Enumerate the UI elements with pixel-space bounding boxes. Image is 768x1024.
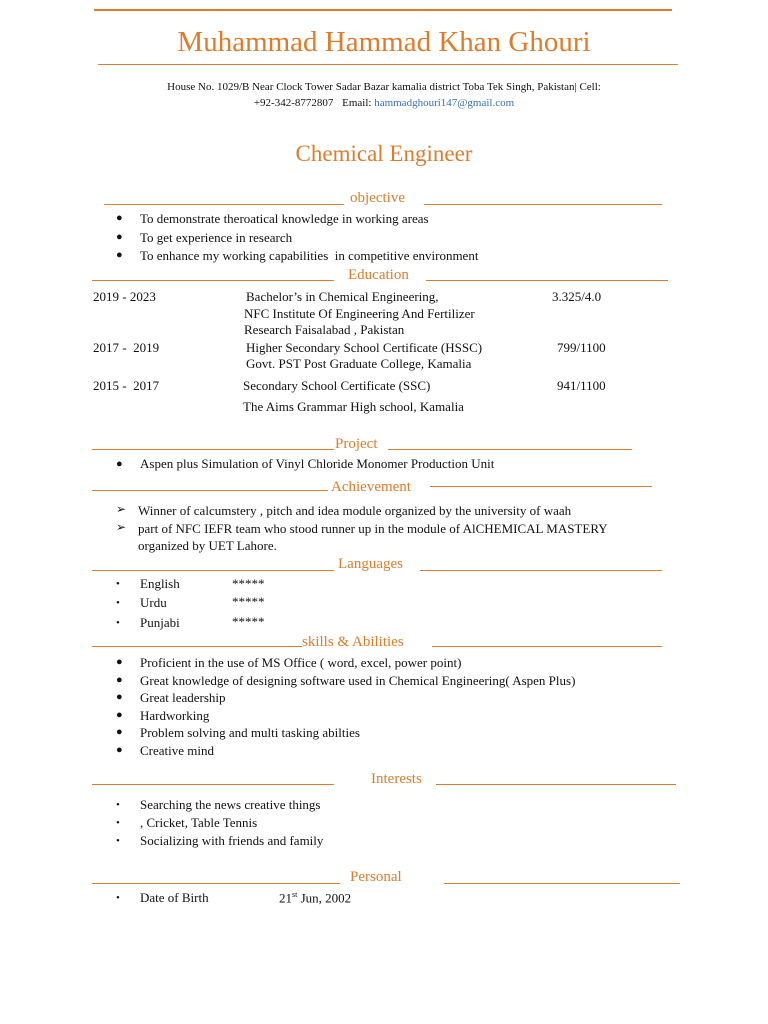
education-institute: The Aims Grammar High school, Kamalia — [243, 399, 464, 414]
education-degree: Secondary School Certificate (SSC) — [243, 378, 431, 393]
education-years: 2017 - 2019 — [93, 340, 160, 355]
objective-item: To enhance my working capabilities in competitive environment — [140, 248, 479, 263]
arrow-bullet-icon: ➢ — [116, 520, 127, 534]
achievement-item-continued: organized by UET Lahore. — [138, 538, 277, 553]
bullet-icon: • — [116, 578, 120, 590]
applicant-name: Muhammad Hammad Khan Ghouri — [177, 26, 591, 58]
section-languages: Languages — [338, 556, 403, 572]
section-achievement: Achievement — [331, 479, 411, 495]
dob-rest: Jun, 2002 — [297, 890, 352, 906]
bullet-icon: ● — [116, 709, 123, 721]
bullet-icon: ● — [116, 249, 123, 261]
language-rating: ***** — [232, 594, 265, 609]
skill-item: Great knowledge of designing software used in Chemical Engineering( Aspen Plus) — [140, 673, 576, 688]
bullet-icon: • — [116, 892, 120, 904]
education-institute: Govt. PST Post Graduate College, Kamalia — [246, 356, 472, 371]
interests-rule-left — [92, 784, 334, 785]
job-title: Chemical Engineer — [295, 141, 473, 166]
bullet-icon: ● — [116, 674, 123, 686]
languages-rule-left — [92, 570, 334, 571]
interest-item: , Cricket, Table Tennis — [140, 815, 258, 830]
education-degree: Bachelor’s in Chemical Engineering, — [246, 289, 439, 304]
section-objective: objective — [350, 190, 405, 206]
section-personal: Personal — [350, 869, 402, 885]
objective-item: To demonstrate theroatical knowledge in working areas — [140, 211, 429, 226]
education-years: 2019 - 2023 — [93, 289, 156, 304]
section-project: Project — [335, 436, 378, 452]
bullet-icon: • — [116, 817, 120, 829]
objective-rule-left — [104, 204, 344, 205]
education-grade: 941/1100 — [557, 378, 606, 393]
skill-item: Great leadership — [140, 690, 226, 705]
bullet-icon: ● — [116, 691, 123, 703]
achievement-rule-right — [430, 486, 652, 487]
languages-rule-right — [420, 570, 662, 571]
education-degree: Higher Secondary School Certificate (HSSC) — [246, 340, 483, 355]
dob-value — [279, 890, 351, 906]
skills-rule-right — [432, 646, 662, 647]
email-label: Email: — [342, 97, 372, 109]
contact-line — [0, 97, 768, 109]
bullet-icon: ● — [116, 726, 123, 738]
project-item: Aspen plus Simulation of Vinyl Chloride Monomer Production Unit — [140, 456, 495, 471]
language-name: Urdu — [140, 595, 167, 610]
personal-rule-left — [92, 883, 340, 884]
bullet-icon: ● — [116, 744, 123, 756]
achievement-item: part of NFC IEFR team who stood runner up in the module of AlCHEMICAL MASTERY — [138, 521, 608, 536]
achievement-rule-left — [92, 490, 328, 491]
section-interests: Interests — [371, 771, 422, 787]
dob-suffix: st — [292, 890, 298, 899]
education-grade: 799/1100 — [557, 340, 606, 355]
language-name: Punjabi — [140, 615, 180, 630]
phone: +92-342-8772807 — [253, 97, 334, 109]
section-education: Education — [348, 267, 409, 283]
education-institute: Research Faisalabad , Pakistan — [244, 322, 405, 337]
language-rating: ***** — [232, 614, 265, 629]
top-rule — [94, 9, 672, 11]
bullet-icon: • — [116, 597, 120, 609]
bullet-icon: • — [116, 799, 120, 811]
education-rule-left — [92, 280, 334, 281]
project-rule-left — [92, 449, 334, 450]
education-years: 2015 - 2017 — [93, 378, 160, 393]
achievement-item: Winner of calcumstery , pitch and idea module organized by the university of waah — [138, 503, 572, 518]
education-rule-right — [426, 280, 668, 281]
section-skills: skills & Abilities — [302, 634, 404, 650]
bullet-icon: ● — [116, 212, 123, 224]
dob-label: Date of Birth — [140, 890, 209, 905]
address: House No. 1029/B Near Clock Tower Sadar Bazar kamalia district Toba Tek Singh, Pakistan| Cell: — [167, 81, 601, 93]
objective-item: To get experience in research — [140, 230, 293, 245]
name-underline — [98, 64, 678, 65]
interests-rule-right — [436, 784, 676, 785]
interest-item: Searching the news creative things — [140, 797, 321, 812]
dob-day: 21 — [279, 890, 292, 906]
project-rule-right — [388, 449, 632, 450]
bullet-icon: ● — [116, 458, 123, 470]
skill-item: Proficient in the use of MS Office ( word, excel, power point) — [140, 655, 462, 670]
skills-rule-left — [92, 646, 302, 647]
email-link[interactable]: hammadghouri147@gmail.com — [374, 97, 515, 109]
language-name: English — [140, 576, 180, 591]
personal-rule-right — [444, 883, 680, 884]
education-grade: 3.325/4.0 — [552, 289, 602, 304]
skill-item: Creative mind — [140, 743, 215, 758]
interest-item: Socializing with friends and family — [140, 833, 324, 848]
bullet-icon: • — [116, 835, 120, 847]
arrow-bullet-icon: ➢ — [116, 502, 127, 516]
bullet-icon: • — [116, 617, 120, 629]
objective-rule-right — [424, 204, 662, 205]
education-institute: NFC Institute Of Engineering And Fertilizer — [244, 306, 475, 321]
bullet-icon: ● — [116, 231, 123, 243]
skill-item: Hardworking — [140, 708, 210, 723]
skill-item: Problem solving and multi tasking abilties — [140, 725, 360, 740]
bullet-icon: ● — [116, 656, 123, 668]
language-rating: ***** — [232, 576, 265, 591]
